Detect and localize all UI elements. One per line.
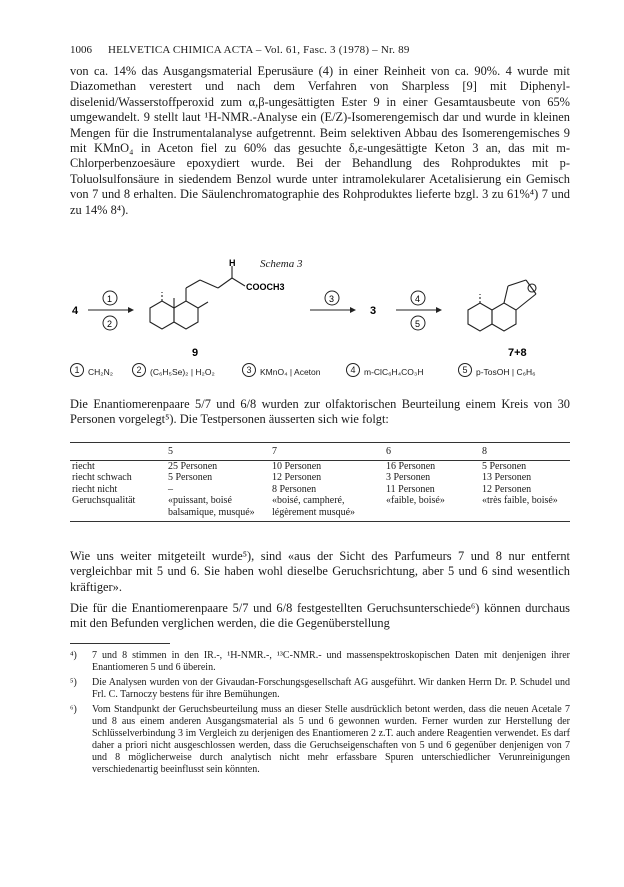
table-cell: 12 Personen — [272, 472, 322, 483]
legend-4-text: m-ClC₆H₄CO₃H — [364, 367, 424, 377]
step-2-label: 2 — [107, 319, 113, 329]
table-cell: 10 Personen — [272, 460, 322, 472]
compound-7-8-structure — [468, 280, 536, 331]
odor-evaluation-table — [70, 442, 570, 522]
page-number: 1006 — [70, 44, 92, 56]
legend-1-num: 1 — [70, 363, 84, 377]
footnote-mark: ⁴) — [70, 650, 77, 661]
table-cell: «puissant, boisé balsamique, musqué» — [166, 495, 270, 522]
table-cell: riecht nicht — [72, 483, 118, 495]
h-label-9: H — [229, 258, 236, 268]
table-cell: «boisé, campheré, légèrement musqué» — [270, 495, 384, 522]
footnote-4 — [70, 650, 570, 674]
footnote-mark: ⁶) — [70, 704, 77, 715]
reagent-legend — [70, 363, 570, 383]
table-header-cell: 8 — [480, 443, 570, 461]
ester-label: COOCH3 — [246, 282, 285, 292]
footnote-mark: ⁵) — [70, 677, 77, 688]
compound-label-9: 9 — [192, 347, 199, 359]
table-header-row — [70, 443, 570, 461]
paragraph-1: von ca. 14% das Ausgangsmaterial Eperusäure (4) in einer Reinheit von ca. 90%. 4 wurde mit Diazomethan verestert und nach dem Verfahren von Sharpless [9] mit Diphenyl-diselenid/Wasserstoffperoxid zum α,β-ungesättigten Ester 9 in einer Gesamtausbeute von 65% umgewandelt. 9 stellt laut ¹H-NMR.-Analyse ein (E/Z)-Isomerengemisch dar und wurde in kleinen Mengen für die Instrumentalanalyse aufgetrennt. Beim selektiven Abbau des Isomerengemisches 9 mit KMnO₄ in Aceton fiel zu 60% das gesuchte δ,ε-ungesättigte Keton 3 an, das mit m-Chlorperbenzoesäure epoxydiert wurde. Bei der Behandlung des Rohproduktes mit p-Toluolsulfonsäure in siedendem Benzol wurde unter intramolekularer Acetalisierung ein Gemisch von 7 und 8 erhalten. Die Säulenchromatographie des Rohproduktes lieferte bzgl. 3 zu 61%⁴) 7 und zu 14% 8⁴). — [70, 64, 570, 217]
legend-1-text: CH₂N₂ — [88, 367, 114, 377]
table-cell: 5 Personen — [482, 460, 527, 472]
table-cell: riecht — [72, 460, 95, 472]
legend-4-num: 4 — [346, 363, 360, 377]
table-cell: – — [168, 483, 173, 495]
table-cell: 16 Personen — [386, 460, 436, 472]
footnote-5 — [70, 677, 570, 701]
step-1-label: 1 — [107, 294, 113, 304]
legend-2-num: 2 — [132, 363, 146, 377]
footnote-text: Die Analysen wurden von der Givaudan-Forschungsgesellschaft AG ausgeführt. Wir danken Herrn Dr. P. Schudel und Frl. C. Tarnoczy bestens für ihre Bemühungen. — [92, 677, 570, 700]
legend-2-text: (C₆H₅Se)₂ | H₂O₂ — [150, 367, 215, 377]
table-cell: «très faible, boisé» — [480, 495, 570, 522]
table-header-cell: 5 — [166, 443, 270, 461]
paragraph-4: Die für die Enantiomerenpaare 5/7 und 6/8 festgestellten Geruchsunterschiede⁶) können durchaus mit den Befunden verglichen werden, die die Gegenüberstellung — [70, 601, 570, 631]
table-row — [70, 495, 570, 522]
paragraph-3: Wie uns weiter mitgeteilt wurde⁵), sind «aus der Sicht des Parfumeurs 7 und 8 nur entfernt vergleichbar mit 5 und 6. Sie haben wohl dieselbe Geruchsrichtung, aber 5 und 6 sind wesentlich kräftiger». — [70, 549, 570, 594]
paragraph-2: Die Enantiomerenpaare 5/7 und 6/8 wurden zur olfaktorischen Beurteilung einem Kreis von 30 Personen vorgelegt⁵). Die Testpersonen äusserten sich wie folgt: — [70, 397, 570, 427]
compound-label-3: 3 — [370, 305, 377, 317]
table-header-cell: 6 — [384, 443, 480, 461]
reaction-scheme — [70, 258, 570, 378]
table-cell: 11 Personen — [386, 483, 435, 495]
legend-5-num: 5 — [458, 363, 472, 377]
compound-label-4: 4 — [72, 305, 79, 317]
table-cell: 5 Personen — [168, 472, 213, 483]
footnote-text: Vom Standpunkt der Geruchsbeurteilung muss an dieser Stelle ausdrücklich betont werden, dass die neuen Acetale 7 und 8 aus einem anderen Ausgangsmaterial als 5 und 6 gewonnen wurden. Ferner wurden zur Herstellung der Schlüsselverbindung 3 im Vergleich zu derjenigen des Enantiomeren 2 z.T. auch andere Reagentien verwendet. Es darf daher a priori nicht ausgeschlossen werden, dass die Geruchseigenschaften von 5 und 6 gegenüber denjenigen von 7 und 8 möglicherweise durch analytisch nicht mehr erfassbare Spuren unterschiedlicher Verunreinigungen verschiedenartig beeinflusst sein könnten. — [92, 704, 570, 775]
legend-3-text: KMnO₄ | Aceton — [260, 367, 321, 377]
footnote-text: 7 und 8 stimmen in den IR.-, ¹H-NMR.-, ¹³C-NMR.- und massenspektroskopischen Daten mit denjenigen ihrer Enantiomeren 5 und 6 überein. — [92, 650, 570, 673]
step-4-label: 4 — [415, 294, 421, 304]
table-cell: «faible, boisé» — [384, 495, 480, 522]
scheme-drawing — [70, 258, 570, 363]
table-row — [70, 484, 570, 496]
table-cell: 25 Personen — [168, 460, 218, 472]
journal-line: HELVETICA CHIMICA ACTA – Vol. 61, Fasc. 3 (1978) – Nr. 89 — [108, 44, 410, 56]
table-row — [70, 472, 570, 484]
footnote-rule — [70, 643, 170, 644]
table-header-cell: 7 — [270, 443, 384, 461]
table-cell: 8 Personen — [272, 483, 317, 495]
table-cell: 12 Personen — [482, 483, 532, 495]
table-row — [70, 460, 570, 472]
table-cell: 13 Personen — [482, 472, 532, 483]
step-5-label: 5 — [415, 319, 421, 329]
compound-label-7-8: 7+8 — [508, 347, 527, 359]
legend-5-text: p-TosOH | C₆H₆ — [476, 367, 536, 377]
table-header-cell — [70, 443, 166, 461]
compound-9-structure — [150, 266, 245, 329]
footnotes — [70, 650, 570, 779]
footnote-6 — [70, 704, 570, 776]
step-3-label: 3 — [329, 294, 335, 304]
table-cell: riecht schwach — [72, 472, 132, 483]
table-cell: Geruchsqualität — [70, 495, 166, 522]
table-cell: 3 Personen — [386, 472, 431, 483]
scheme-title: Schema 3 — [260, 258, 303, 270]
legend-3-num: 3 — [242, 363, 256, 377]
